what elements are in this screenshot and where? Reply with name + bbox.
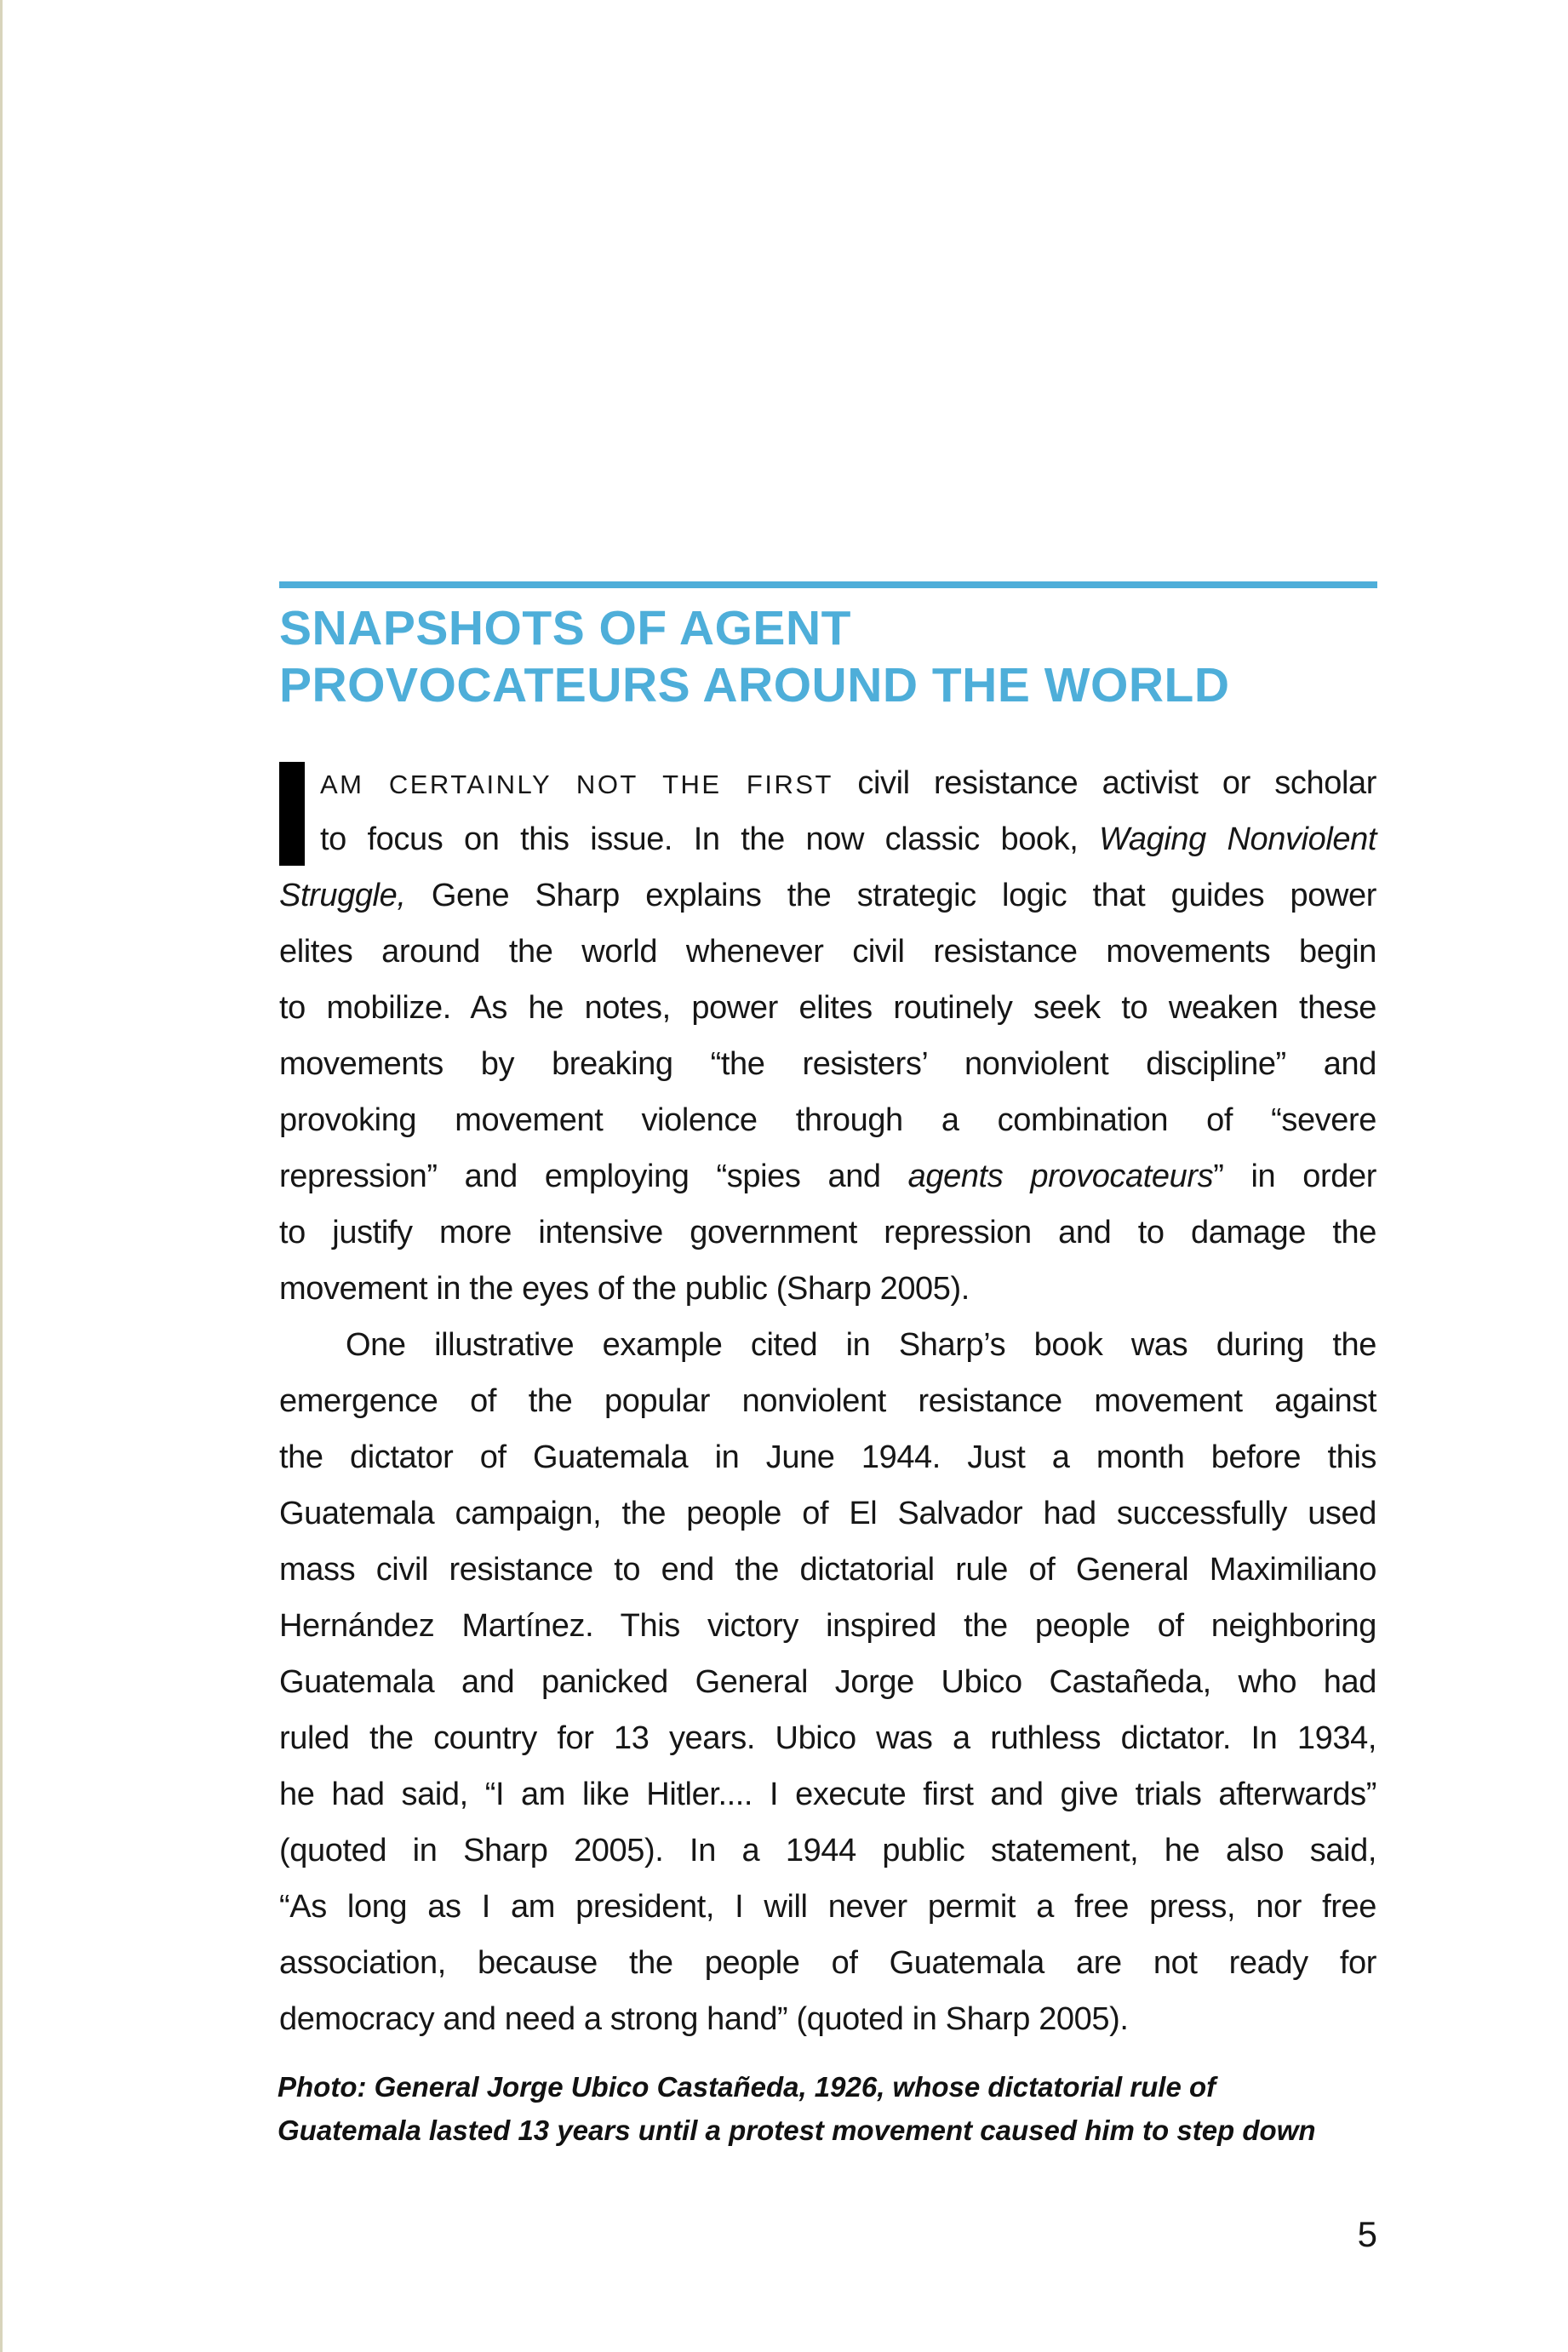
text-line: [279, 1429, 1376, 1485]
text-segment-normal: movement in the eyes of the public (Sharp 2005).: [279, 1271, 970, 1307]
text-segment-normal: elites around the world whenever civil resistance movements begin: [279, 934, 1376, 970]
text-segment-normal: (quoted in Sharp 2005). In a 1944 public statement, he also said,: [279, 1833, 1376, 1868]
heading-rule: [279, 581, 1377, 588]
text-segment-normal: ” in order: [1213, 1159, 1376, 1194]
text-line: [279, 1148, 1376, 1205]
page-edge-strip: [0, 0, 3, 2352]
text-line: [279, 1485, 1376, 1542]
text-segment-italic: Waging Nonviolent: [1099, 821, 1376, 857]
text-line: [279, 1935, 1376, 1991]
page-title-line-2: PROVOCATEURS AROUND THE WORLD: [279, 658, 1230, 712]
paragraph: [279, 755, 1376, 1317]
text-line: [279, 1373, 1376, 1429]
text-line: [279, 811, 1376, 867]
text-line: [279, 1317, 1376, 1373]
text-segment-normal: emergence of the popular nonviolent resistance movement against: [279, 1383, 1376, 1419]
text-segment-normal: Gene Sharp explains the strategic logic that guides power: [405, 878, 1376, 913]
text-line: [279, 1766, 1376, 1823]
drop-cap: [279, 762, 305, 866]
text-segment-normal: to focus on this issue. In the now classic book,: [320, 821, 1100, 857]
text-line: [279, 1598, 1376, 1654]
text-line: [279, 1542, 1376, 1598]
text-line: [279, 1092, 1376, 1148]
page-title: [279, 600, 1488, 714]
text-segment-italic: Struggle,: [279, 878, 406, 913]
text-segment-normal: to mobilize. As he notes, power elites routinely seek to weaken these: [279, 990, 1376, 1026]
text-line: [279, 1261, 1376, 1317]
text-segment-normal: Guatemala and panicked General Jorge Ubico Castañeda, who had: [279, 1664, 1376, 1700]
text-line: [279, 755, 1376, 811]
text-line: [279, 1205, 1376, 1261]
photo-caption-line-1: Photo: General Jorge Ubico Castañeda, 1926, whose dictatorial rule of: [278, 2071, 1216, 2103]
text-segment-normal: “As long as I am president, I will never permit a free press, nor free: [279, 1889, 1376, 1925]
article-body: [279, 755, 1376, 2047]
paragraph: [279, 1317, 1376, 2047]
text-segment-italic: agents provocateurs: [907, 1159, 1214, 1194]
text-segment-normal: movements by breaking “the resisters’ nonviolent discipline” and: [279, 1046, 1376, 1082]
text-line: [279, 1823, 1376, 1879]
text-line: [279, 980, 1376, 1036]
text-line: [279, 924, 1376, 980]
page-title-line-1: SNAPSHOTS OF AGENT: [279, 601, 851, 655]
text-segment-normal: he had said, “I am like Hitler.... I execute first and give trials afterwards”: [279, 1777, 1376, 1812]
text-line: [279, 1036, 1376, 1092]
text-segment-normal: One illustrative example cited in Sharp’s book was during the: [346, 1327, 1376, 1363]
text-segment-normal: provoking movement violence through a combination of “severe: [279, 1102, 1376, 1138]
page-number: 5: [1357, 2214, 1377, 2254]
photo-caption-line-2: Guatemala lasted 13 years until a protest movement caused him to step down: [278, 2115, 1316, 2146]
text-segment-normal: repression” and employing “spies and: [279, 1159, 908, 1194]
text-line: [279, 867, 1376, 924]
text-segment-normal: ruled the country for 13 years. Ubico was a ruthless dictator. In 1934,: [279, 1720, 1376, 1756]
photo-caption: [278, 2065, 1410, 2152]
text-segment-normal: association, because the people of Guatemala are not ready for: [279, 1945, 1376, 1981]
text-segment-normal: the dictator of Guatemala in June 1944. Just a month before this: [279, 1439, 1376, 1475]
text-segment-normal: civil resistance activist or scholar: [833, 765, 1376, 801]
text-segment-normal: mass civil resistance to end the dictatorial rule of General Maximiliano: [279, 1552, 1376, 1588]
text-line: [279, 1991, 1376, 2047]
text-line: [279, 1879, 1376, 1935]
text-segment-normal: democracy and need a strong hand” (quoted in Sharp 2005).: [279, 2001, 1129, 2037]
text-segment-normal: Hernández Martínez. This victory inspired the people of neighboring: [279, 1608, 1376, 1644]
text-line: [279, 1654, 1376, 1710]
text-segment-normal: Guatemala campaign, the people of El Salvador had successfully used: [279, 1496, 1376, 1531]
text-line: [279, 1710, 1376, 1766]
text-segment-smallcaps: AM CERTAINLY NOT THE FIRST: [320, 770, 833, 799]
text-segment-normal: to justify more intensive government repression and to damage the: [279, 1215, 1376, 1250]
